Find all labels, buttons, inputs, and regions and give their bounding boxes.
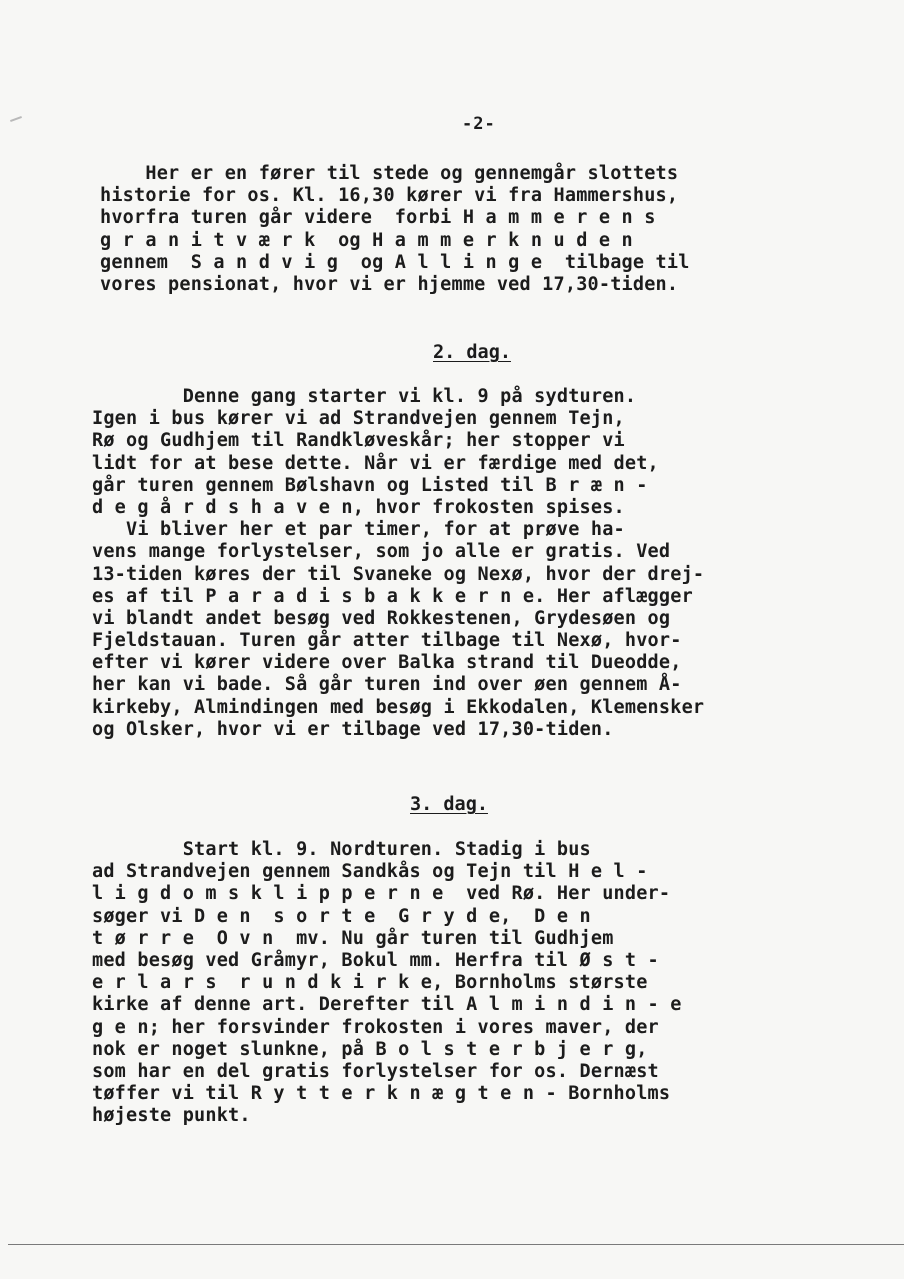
text-line: historie for os. Kl. 16,30 kører vi fra Hammershus, <box>100 185 679 207</box>
text-line: efter vi kører videre over Balka strand til Dueodde, <box>92 652 682 674</box>
bottom-rule <box>8 1244 904 1245</box>
text-line: Start kl. 9. Nordturen. Stadig i bus <box>92 839 591 860</box>
intro-paragraph <box>100 163 690 296</box>
text-line: her kan vi bade. Så går turen ind over øen gennem Å- <box>92 674 682 696</box>
text-line: kirke af denne art. Derefter til A l m i n d i n - e <box>92 994 682 1016</box>
text-line: Her er en fører til stede og gennemgår slottets <box>100 163 679 184</box>
text-line: ad Strandvejen gennem Sandkås og Tejn til H e l - <box>92 861 648 883</box>
text-line: går turen gennem Bølshavn og Listed til B r æ n - <box>92 474 648 496</box>
text-line: hvorfra turen går videre forbi H a m m e r e n s <box>100 207 656 229</box>
margin-mark <box>10 116 22 122</box>
text-line: lidt for at bese dette. Når vi er færdige med det, <box>92 452 659 474</box>
text-line: kirkeby, Almindingen med besøg i Ekkodalen, Klemensker <box>92 696 705 718</box>
text-line: vi blandt andet besøg ved Rokkestenen, Grydesøen og <box>92 607 671 629</box>
text-line: g e n; her forsvinder frokosten i vores maver, der <box>92 1016 659 1038</box>
day3-paragraph <box>92 839 682 1127</box>
text-line: Igen i bus kører vi ad Strandvejen gennem Tejn, <box>92 408 625 430</box>
text-line: e r l a r s r u n d k i r k e, Bornholms største <box>92 972 648 994</box>
text-line: es af til P a r a d i s b a k k e r n e. Her aflægger <box>92 585 693 607</box>
text-line: vens mange forlystelser, som jo alle er gratis. Ved <box>92 541 671 563</box>
text-line: Vi bliver her et par timer, for at prøve ha- <box>92 519 625 541</box>
text-line: tøffer vi til R y t t e r k n æ g t e n - Bornholms <box>92 1083 671 1105</box>
text-line: og Olsker, hvor vi er tilbage ved 17,30-tiden. <box>92 718 614 740</box>
page-number: -2- <box>462 114 496 134</box>
text-line: gennem S a n d v i g og A l l i n g e tilbage til <box>100 251 690 273</box>
text-line: d e g å r d s h a v e n, hvor frokosten spises. <box>92 496 625 518</box>
text-line: nok er noget slunkne, på B o l s t e r b j e r g, <box>92 1038 648 1060</box>
text-line: l i g d o m s k l i p p e r n e ved Rø. Her under- <box>92 883 671 905</box>
day2-paragraph <box>92 386 704 741</box>
text-line: Denne gang starter vi kl. 9 på sydturen. <box>92 386 637 407</box>
text-line: med besøg ved Gråmyr, Bokul mm. Herfra til Ø s t - <box>92 949 659 971</box>
day3-heading: 3. dag. <box>410 794 488 815</box>
text-line: søger vi D e n s o r t e G r y d e, D e n <box>92 905 591 927</box>
text-line: højeste punkt. <box>92 1105 251 1127</box>
text-line: t ø r r e O v n mv. Nu går turen til Gudhjem <box>92 927 614 949</box>
text-line: 13-tiden køres der til Svaneke og Nexø, hvor der drej- <box>92 563 705 585</box>
text-line: vores pensionat, hvor vi er hjemme ved 17,30-tiden. <box>100 273 679 295</box>
day2-heading: 2. dag. <box>433 342 511 363</box>
text-line: Fjeldstauan. Turen går atter tilbage til Nexø, hvor- <box>92 630 682 652</box>
text-line: som har en del gratis forlystelser for os. Dernæst <box>92 1060 659 1082</box>
text-line: Rø og Gudhjem til Randkløveskår; her stopper vi <box>92 430 625 452</box>
text-line: g r a n i t v æ r k og H a m m e r k n u d e n <box>100 229 633 251</box>
